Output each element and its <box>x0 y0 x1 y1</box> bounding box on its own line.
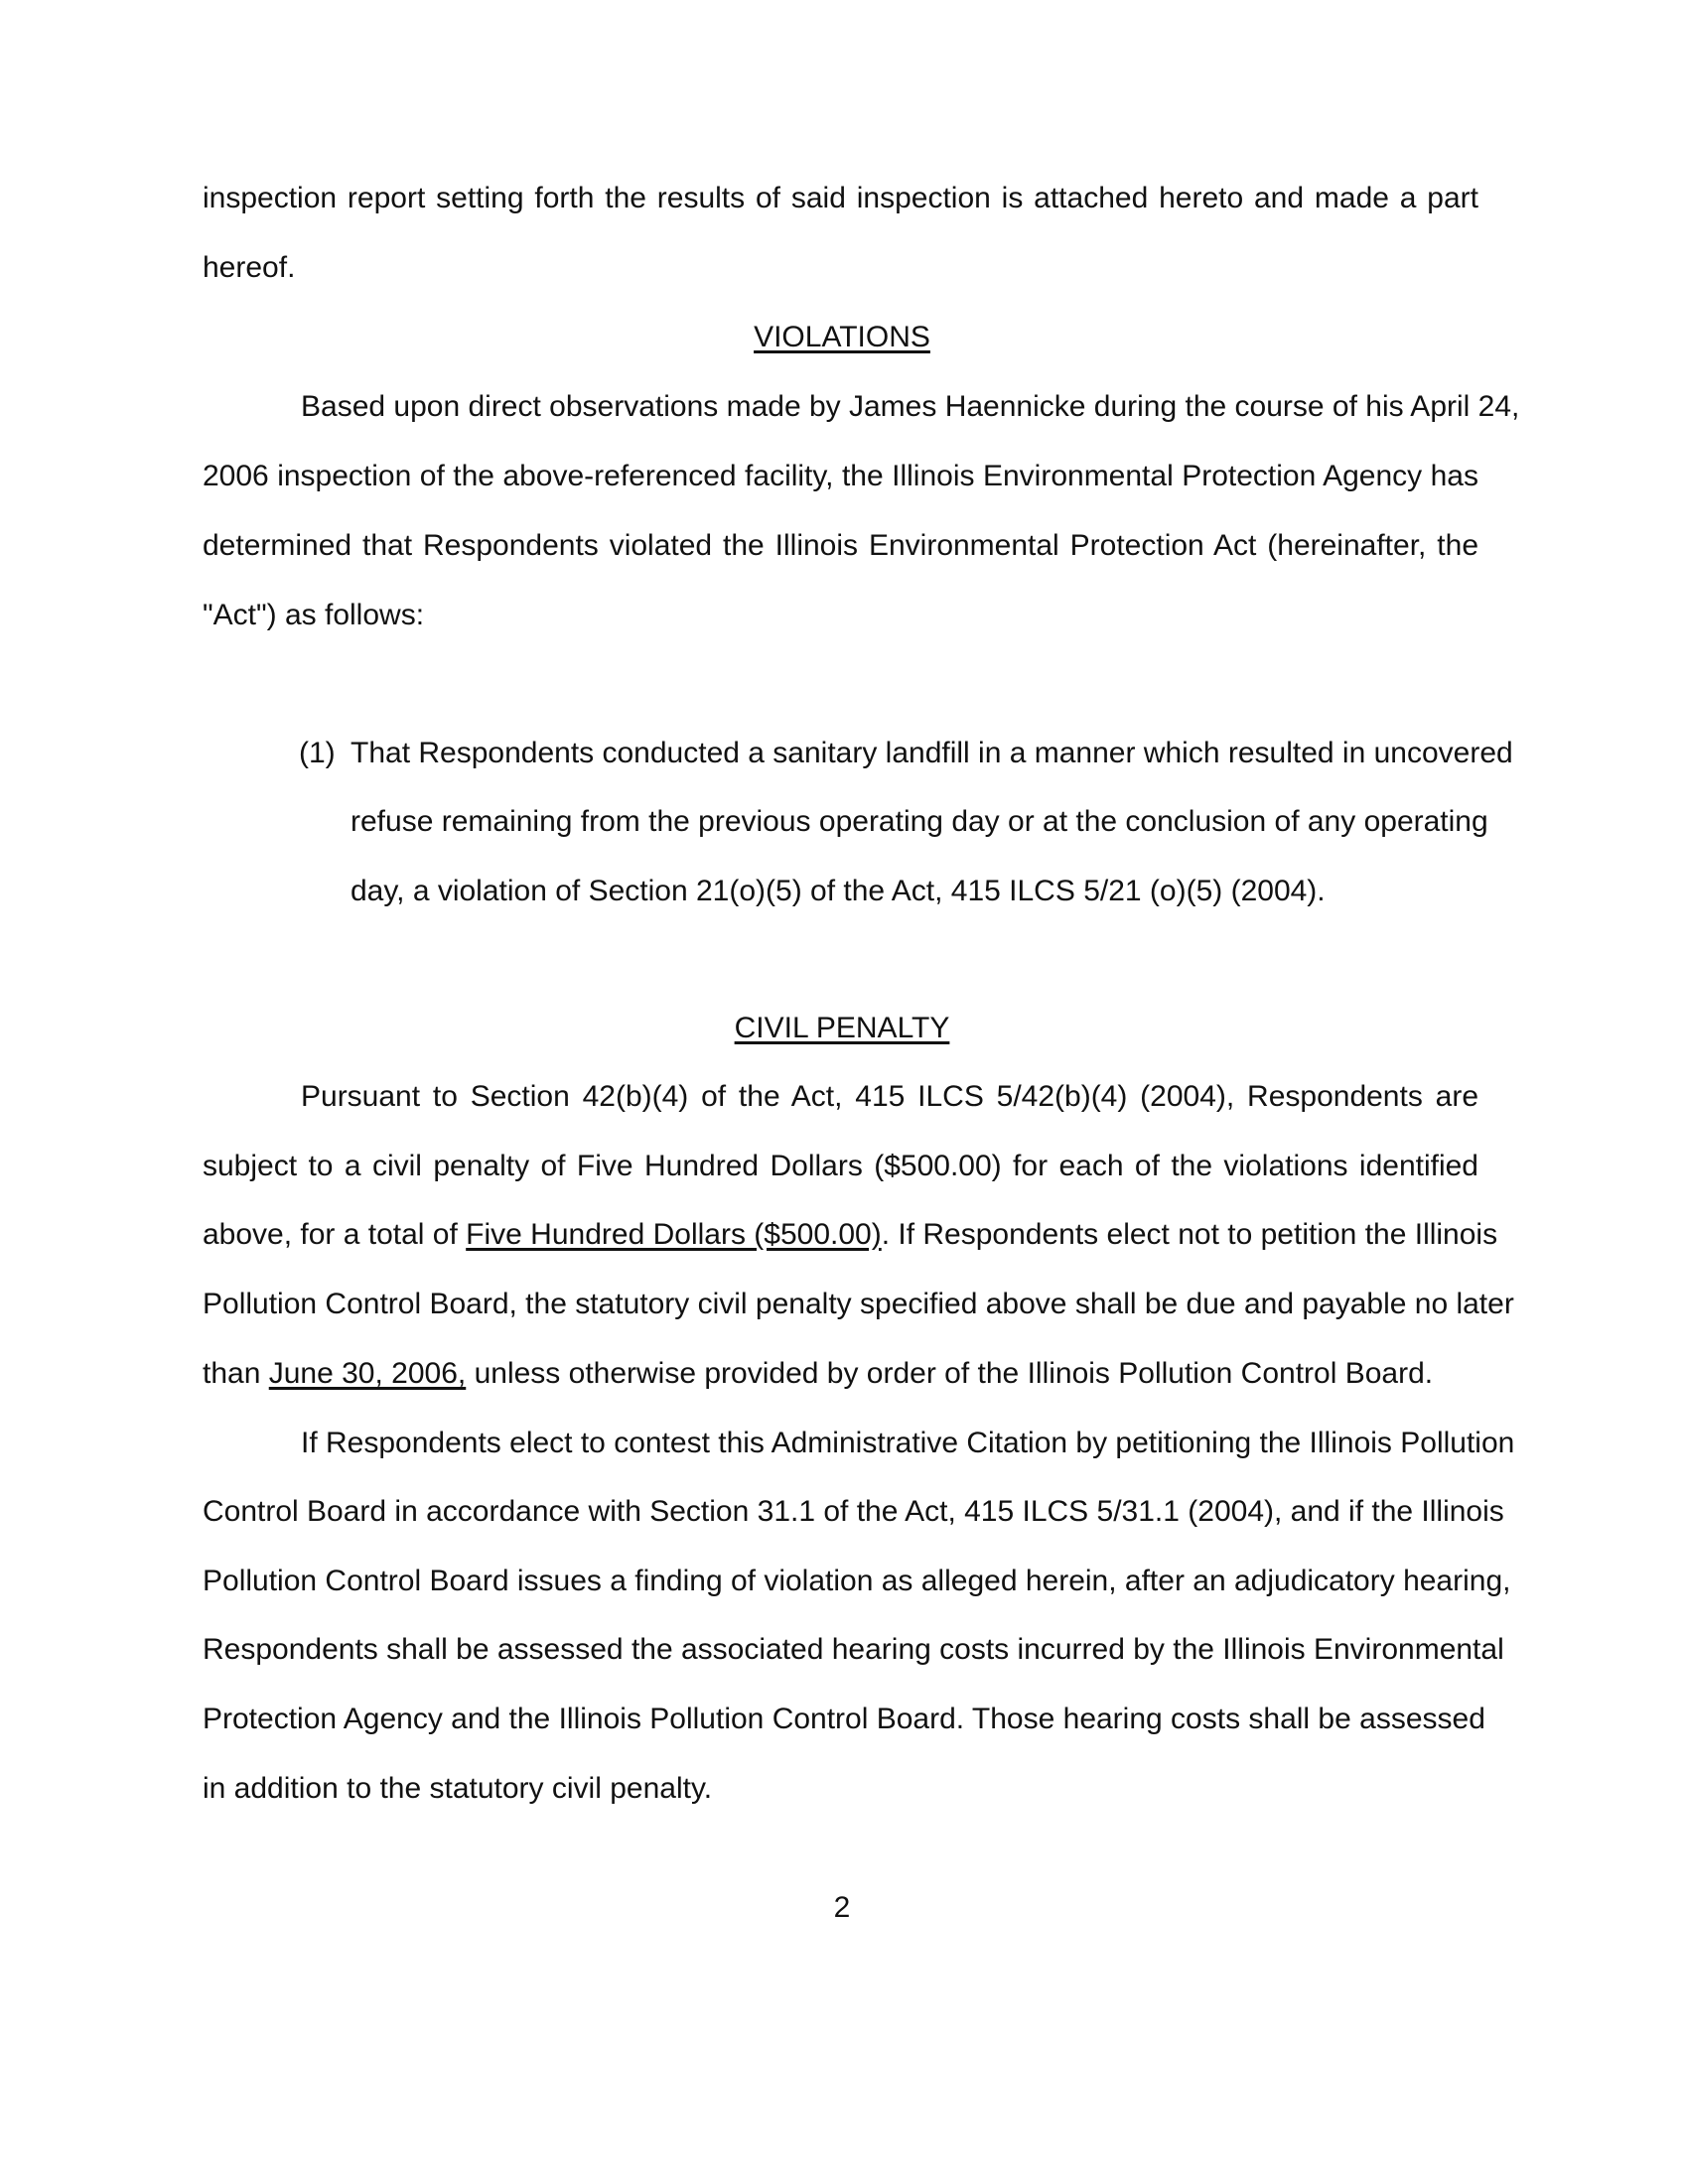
penalty-total-amount: Five Hundred Dollars ($500.00) <box>466 1218 882 1251</box>
penalty-total-suffix: . If Respondents elect not to petition the Illinois <box>881 1218 1498 1251</box>
violations-heading: VIOLATIONS <box>754 321 930 353</box>
intro-line-1: inspection report setting forth the results of said inspection is attached hereto and made a part <box>203 182 1478 214</box>
penalty-para2-line-4: Respondents shall be assessed the associated hearing costs incurred by the Illinois Environmental <box>203 1633 1504 1666</box>
intro-line-2: hereof. <box>203 251 296 284</box>
penalty-para1-line-1: Pursuant to Section 42(b)(4) of the Act, 415 ILCS 5/42(b)(4) (2004), Respondents are <box>301 1080 1478 1113</box>
penalty-total-prefix: above, for a total of <box>203 1218 467 1251</box>
violations-para-line-2: 2006 inspection of the above-referenced facility, the Illinois Environmental Protection Agency has <box>203 460 1478 492</box>
violations-para-line-4: "Act") as follows: <box>203 599 425 631</box>
penalty-due-date: June 30, 2006, <box>268 1357 467 1390</box>
violation-item-line-2: refuse remaining from the previous operating day or at the conclusion of any operating <box>351 805 1488 838</box>
penalty-para2-line-6: in addition to the statutory civil penalty. <box>203 1772 713 1805</box>
penalty-due-prefix: than <box>203 1357 269 1390</box>
civil-penalty-heading: CIVIL PENALTY <box>734 1012 950 1044</box>
violation-item-number: (1) <box>299 737 336 769</box>
violation-item-line-1: That Respondents conducted a sanitary landfill in a manner which resulted in uncovered <box>351 737 1513 769</box>
penalty-para1-line-3 <box>203 1217 1498 1253</box>
violations-para-line-3: determined that Respondents violated the Illinois Environmental Protection Act (hereinafter, the <box>203 529 1478 562</box>
penalty-para1-line-2: subject to a civil penalty of Five Hundred Dollars ($500.00) for each of the violations identified <box>203 1150 1478 1182</box>
penalty-para2-line-3: Pollution Control Board issues a finding of violation as alleged herein, after an adjudicatory hearing, <box>203 1565 1511 1597</box>
page-number: 2 <box>833 1891 851 1924</box>
penalty-para2-line-2: Control Board in accordance with Section 31.1 of the Act, 415 ILCS 5/31.1 (2004), and if the Illinois <box>203 1495 1504 1528</box>
penalty-due-suffix: unless otherwise provided by order of the Illinois Pollution Control Board. <box>466 1357 1434 1390</box>
violations-para-line-1: Based upon direct observations made by James Haennicke during the course of his April 24, <box>301 390 1520 423</box>
penalty-para2-line-1: If Respondents elect to contest this Administrative Citation by petitioning the Illinois Pollution <box>301 1427 1515 1459</box>
penalty-para2-line-5: Protection Agency and the Illinois Pollution Control Board. Those hearing costs shall be assessed <box>203 1703 1485 1735</box>
penalty-para1-line-5 <box>203 1356 1433 1392</box>
penalty-para1-line-4: Pollution Control Board, the statutory civil penalty specified above shall be due and payable no later <box>203 1288 1514 1320</box>
violation-item-line-3: day, a violation of Section 21(o)(5) of the Act, 415 ILCS 5/21 (o)(5) (2004). <box>351 875 1326 907</box>
